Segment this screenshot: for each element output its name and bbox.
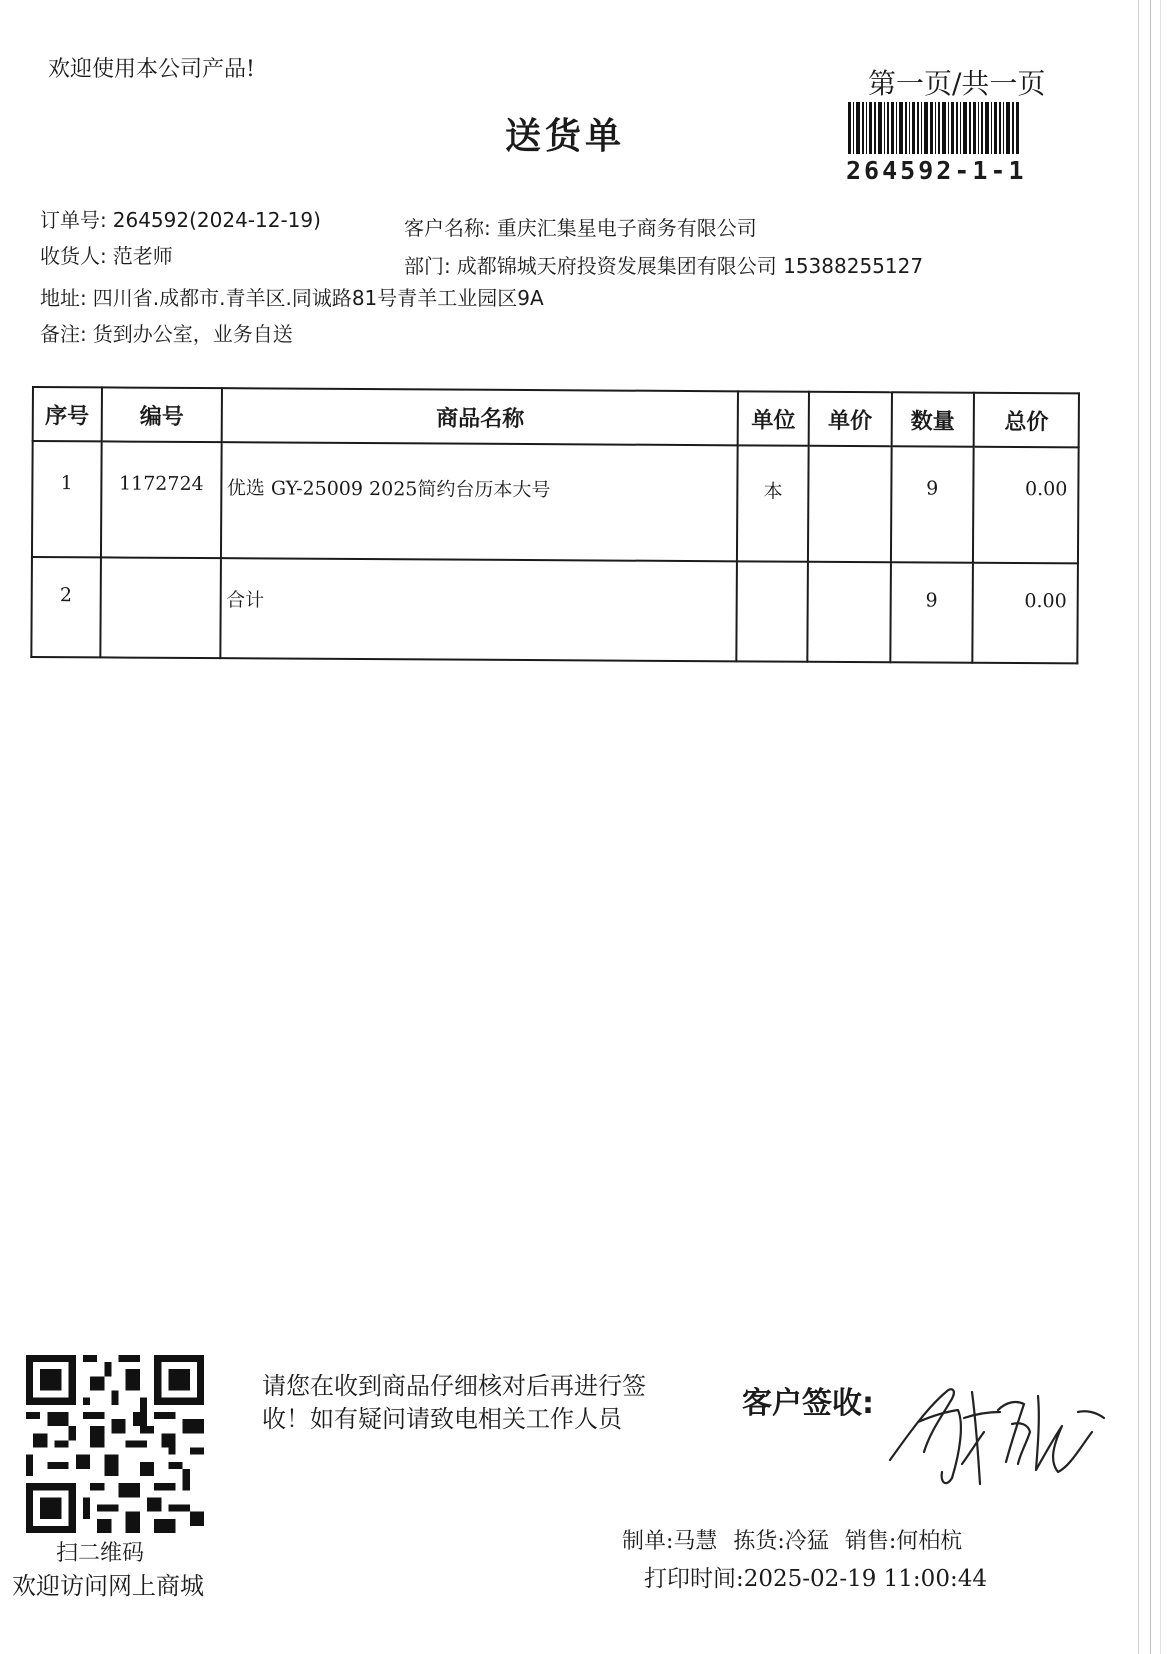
cell-price-total: 0.00 (972, 563, 1077, 664)
barcode-number: 264592-1-1 (846, 156, 1027, 185)
department (404, 250, 923, 279)
cell-unit: 本 (737, 445, 808, 561)
staff-line (622, 1524, 978, 1555)
header-unit-price: 单价 (809, 392, 892, 447)
scan-edge-line (1138, 0, 1139, 1654)
qr-caption-scan: 扫二维码 (56, 1541, 145, 1566)
handwritten-signature (880, 1352, 1110, 1492)
table-row (32, 441, 1079, 563)
notice-text: 请您在收到商品仔细核对后再进行签收！如有疑问请致电相关工作人员 (262, 1372, 646, 1433)
barcode-icon (848, 102, 1053, 154)
header-unit: 单位 (738, 391, 809, 445)
address-value: 四川省.成都市.青羊区.同诚路81号青羊工业园区9A (92, 286, 544, 310)
cell-quantity-total: 9 (890, 562, 973, 663)
document-title: 送货单 (504, 116, 625, 157)
order-number (40, 204, 321, 233)
cell-unit (737, 561, 808, 661)
header-seq: 序号 (33, 387, 102, 441)
cell-seq: 2 (31, 557, 100, 657)
receiver-value: 范老师 (112, 244, 173, 268)
address-label: 地址: (40, 286, 87, 310)
cell-seq: 1 (32, 441, 101, 557)
remark-value: 货到办公室，业务自送 (92, 322, 293, 346)
header-product-name: 商品名称 (222, 388, 738, 445)
table-row-total (31, 557, 1078, 663)
header-quantity: 数量 (891, 392, 974, 447)
department-value: 成都锦城天府投资发展集团有限公司 15388255127 (456, 254, 924, 278)
cell-code (100, 557, 222, 658)
picker: 拣货:冷猛 (733, 1529, 829, 1554)
cell-unit-price (808, 446, 891, 563)
customer-name-label: 客户名称: (404, 216, 491, 240)
order-number-label: 订单号: (40, 208, 107, 232)
print-time: 打印时间:2025-02-19 11:00:44 (644, 1566, 987, 1592)
welcome-text: 欢迎使用本公司产品! (48, 57, 255, 82)
page-info: 第一页/共一页 (868, 67, 1046, 100)
cell-quantity: 9 (890, 446, 973, 563)
address (40, 282, 544, 311)
remark-label: 备注: (40, 322, 87, 346)
header-code: 编号 (101, 387, 222, 442)
department-label: 部门: (404, 254, 451, 278)
cell-product-name: 优选 GY-25009 2025简约台历本大号 (221, 442, 738, 561)
sales: 销售:何柏杭 (844, 1529, 963, 1554)
table-header-row (33, 387, 1079, 447)
cell-total-price: 0.00 (973, 447, 1079, 564)
qr-code-icon (26, 1355, 204, 1533)
cell-code: 1172724 (100, 441, 222, 558)
receiver-label: 收货人: (40, 244, 107, 268)
order-number-value: 264592(2024-12-19) (112, 208, 321, 232)
cell-unit-price (807, 562, 890, 663)
qr-caption-mall: 欢迎访问网上商城 (12, 1572, 204, 1600)
customer-signature-label: 客户签收: (742, 1386, 874, 1421)
customer-name (404, 212, 757, 241)
scan-edge-line (1160, 0, 1161, 1654)
scan-edge-line (1150, 0, 1151, 1654)
customer-name-value: 重庆汇集星电子商务有限公司 (496, 216, 757, 240)
header-total-price: 总价 (974, 393, 1079, 448)
items-table (30, 386, 1080, 664)
receiver (40, 240, 173, 269)
remark (40, 318, 293, 347)
cell-total-label: 合计 (221, 558, 738, 661)
maker: 制单:马慧 (622, 1529, 718, 1554)
